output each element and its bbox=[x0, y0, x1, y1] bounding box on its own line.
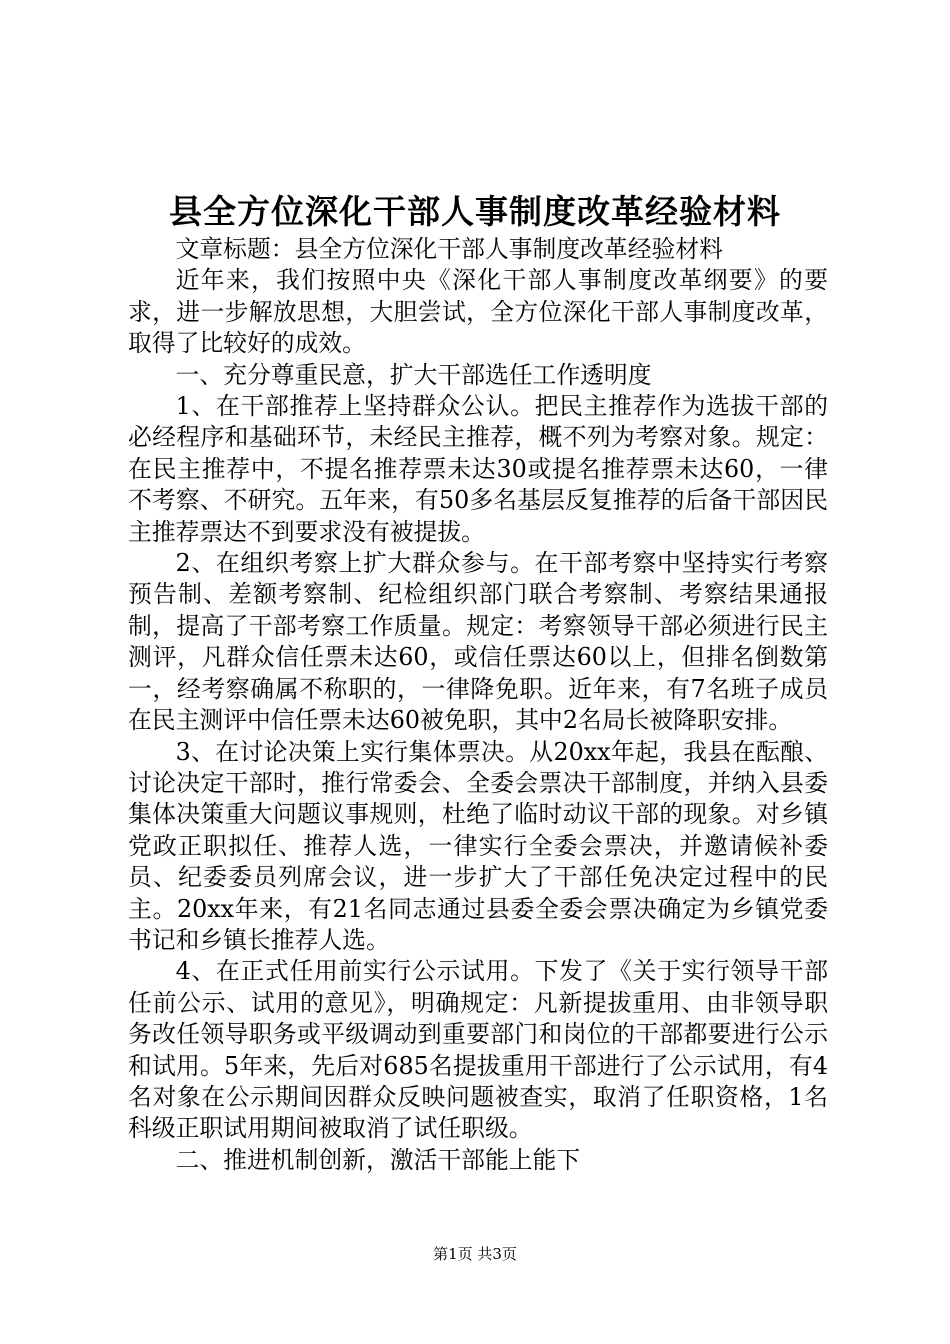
section-heading-2: 二、推进机制创新，激活干部能上能下 bbox=[175, 1145, 581, 1174]
document-title: 县全方位深化干部人事制度改革经验材料 bbox=[169, 192, 781, 231]
paragraph-item-3: 3、在讨论决策上实行集体票决。从20xx年起，我县在酝酿、讨论决定干部时，推行常委会、全委会票决干部制度，并纳入县委集体决策重大问题议事规则，杜绝了临时动议干部的现象。对乡镇党政正职拟任、推荐人选，一律实行全委会票决，并邀请候补委员、纪委委员列席会议，进一步扩大了干部任免决定过程中的民主。20xx年来，有21名同志通过县委全委会票决确定为乡镇党委书记和乡镇长推荐人选。 bbox=[128, 737, 828, 954]
paragraph-item-2: 2、在组织考察上扩大群众参与。在干部考察中坚持实行考察预告制、差额考察制、纪检组织部门联合考察制、考察结果通报制，提高了干部考察工作质量。规定：考察领导干部必须进行民主测评，凡群众信任票未达60，或信任票达60以上，但排名倒数第一，经考察确属不称职的，一律降免职。近年来，有7名班子成员在民主测评中信任票未达60被免职，其中2名局长被降职安排。 bbox=[128, 549, 828, 735]
paragraph-intro: 近年来，我们按照中央《深化干部人事制度改革纲要》的要求，进一步解放思想，大胆尝试，全方位深化干部人事制度改革，取得了比较好的成效。 bbox=[128, 266, 828, 358]
page-number-footer: 第1页 共3页 bbox=[433, 1245, 517, 1263]
document-body bbox=[128, 234, 828, 1176]
paragraph-item-4: 4、在正式任用前实行公示试用。下发了《关于实行领导干部任前公示、试用的意见》，明确规定：凡新提拔重用、由非领导职务改任领导职务或平级调动到重要部门和岗位的干部都要进行公示和试用。5年来，先后对685名提拔重用干部进行了公示试用，有4名对象在公示期间因群众反映问题被查实，取消了任职资格，1名科级正职试用期间被取消了试任职级。 bbox=[128, 957, 828, 1143]
paragraph-item-1: 1、在干部推荐上坚持群众公认。把民主推荐作为选拔干部的必经程序和基础环节，未经民主推荐，概不列为考察对象。规定：在民主推荐中，不提名推荐票未达30或提名推荐票未达60，一律不考察、不研究。五年来，有50多名基层反复推荐的后备干部因民主推荐票达不到要求没有被提拔。 bbox=[128, 392, 828, 546]
paragraph-article-title: 文章标题：县全方位深化干部人事制度改革经验材料 bbox=[175, 235, 723, 263]
section-heading-1: 一、充分尊重民意，扩大干部选任工作透明度 bbox=[175, 360, 652, 389]
